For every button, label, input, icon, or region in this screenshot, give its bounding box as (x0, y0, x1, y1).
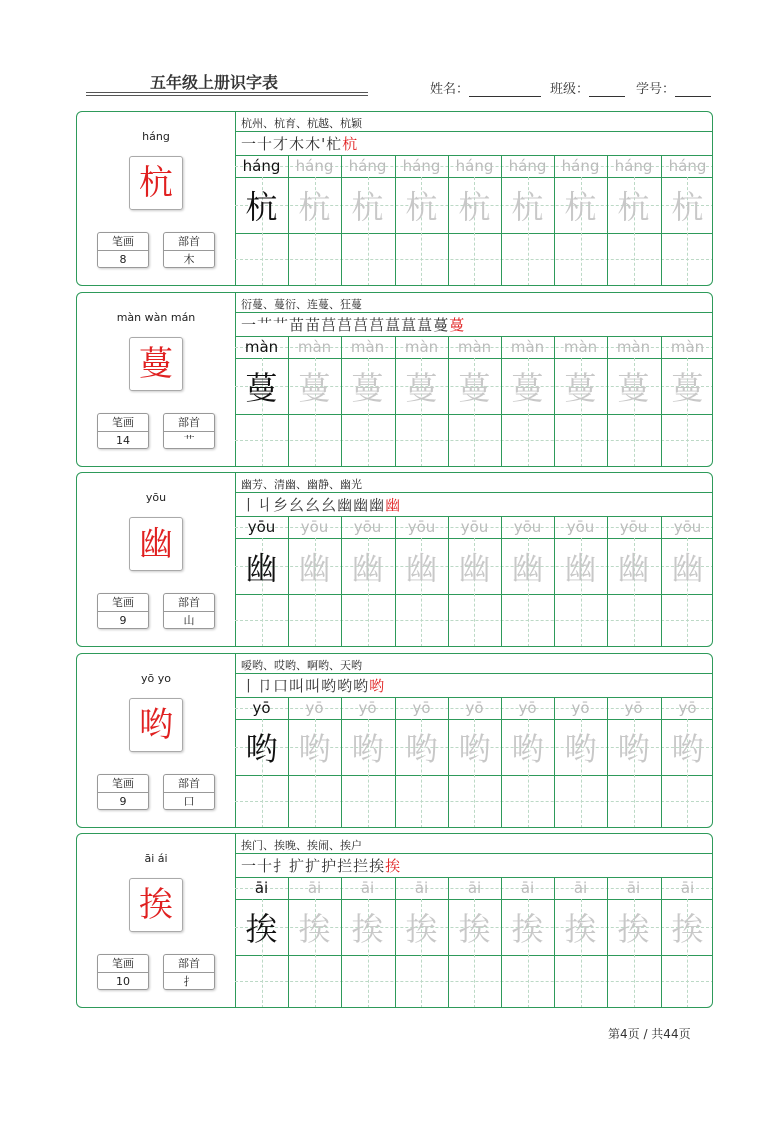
stroke-step: 一 (241, 316, 258, 334)
cell-pinyin: āi (360, 879, 375, 897)
stroke-count-label: 笔画 (98, 955, 148, 973)
cell-char: 杭 (458, 188, 491, 226)
stroke-step: 挨 (369, 857, 386, 875)
cell-pinyin: háng (614, 157, 653, 175)
cell-char: 哟 (351, 730, 384, 768)
stroke-step: 哟 (321, 677, 338, 695)
radical-box (163, 774, 215, 810)
cell-pinyin: háng (242, 157, 281, 175)
example-words: 挨门、挨晚、挨闹、挨户 (241, 839, 362, 852)
cell-char: 杭 (671, 188, 704, 226)
cell-pinyin: màn (616, 338, 651, 356)
cell-pinyin: màn (457, 338, 492, 356)
cell-pinyin: yō (571, 699, 590, 717)
practice-grid (235, 516, 713, 647)
cell-pinyin: āi (414, 879, 429, 897)
stroke-step: 莒 (321, 316, 338, 334)
cell-pinyin: yōu (566, 518, 595, 536)
cell-pinyin: háng (402, 157, 441, 175)
divider (235, 131, 712, 132)
cell-char: 幽 (511, 549, 544, 587)
radical-value: 木 (183, 253, 195, 266)
stroke-count-value: 9 (119, 795, 127, 808)
divider (235, 853, 712, 854)
stroke-step: 才 (273, 135, 290, 153)
cell-pinyin: āi (520, 879, 535, 897)
cell-pinyin: yōu (673, 518, 702, 536)
radical-label: 部首 (164, 594, 214, 612)
stroke-count-value: 9 (119, 614, 127, 627)
radical-label: 部首 (164, 955, 214, 973)
cell-char: 幽 (564, 549, 597, 587)
title-underline (86, 92, 368, 93)
stroke-step: 扌 (273, 857, 290, 875)
radical-value: 口 (183, 795, 195, 808)
stroke-step: 一 (241, 857, 258, 875)
stroke-step: 乡 (273, 496, 290, 514)
radical-box (163, 593, 215, 629)
name-field[interactable] (430, 78, 541, 97)
cell-char: 哟 (458, 730, 491, 768)
cell-pinyin: yō (678, 699, 697, 717)
cell-pinyin: yōu (353, 518, 382, 536)
cell-char: 蔓 (298, 369, 331, 407)
radical-box (163, 413, 215, 449)
cell-char: 幽 (351, 549, 384, 587)
practice-panel (235, 293, 712, 466)
cell-char: 幽 (298, 549, 331, 587)
cell-char: 哟 (245, 730, 278, 768)
cell-char: 挨 (298, 910, 331, 948)
cell-char: 挨 (405, 910, 438, 948)
practice-panel (235, 654, 712, 827)
char-info-panel (77, 654, 236, 827)
stroke-count-label: 笔画 (98, 775, 148, 793)
cell-pinyin: yō (412, 699, 431, 717)
cell-pinyin: āi (573, 879, 588, 897)
example-words: 衍蔓、蔓衍、连蔓、狂蔓 (241, 298, 362, 311)
stroke-count-value: 14 (116, 434, 130, 447)
radical-box (163, 954, 215, 990)
divider (235, 312, 712, 313)
cell-char: 杭 (245, 188, 278, 226)
stroke-step: 挨 (385, 857, 402, 875)
stroke-step: 蔓 (449, 316, 466, 334)
divider (235, 673, 712, 674)
stroke-step: 叫 (289, 677, 306, 695)
cell-char: 幽 (245, 549, 278, 587)
practice-panel (235, 473, 712, 646)
cell-pinyin: āi (254, 879, 269, 897)
char-display: 蔓 (129, 337, 183, 391)
stroke-order (241, 133, 358, 154)
stroke-step: 护 (321, 857, 338, 875)
stroke-step: 哟 (353, 677, 370, 695)
stroke-count-label: 笔画 (98, 414, 148, 432)
stroke-step: 木 (289, 135, 306, 153)
cell-char: 蔓 (351, 369, 384, 407)
stroke-step: 幽 (385, 496, 402, 514)
cell-char: 蔓 (511, 369, 544, 407)
stroke-step: 幺幺 (305, 496, 338, 514)
stroke-step: 丨 (241, 677, 258, 695)
cell-char: 杭 (617, 188, 650, 226)
stroke-count-label: 笔画 (98, 594, 148, 612)
stroke-step: 莒 (369, 316, 386, 334)
stroke-step: 哟 (337, 677, 354, 695)
stroke-step: 莒 (337, 316, 354, 334)
char-card (76, 833, 713, 1008)
stroke-step: 口 (273, 677, 290, 695)
cell-pinyin: háng (295, 157, 334, 175)
cell-pinyin: yō (358, 699, 377, 717)
cell-char: 哟 (671, 730, 704, 768)
cell-char: 杭 (564, 188, 597, 226)
cell-char: 杭 (298, 188, 331, 226)
cell-char: 挨 (564, 910, 597, 948)
cell-char: 蔓 (671, 369, 704, 407)
stroke-order (241, 494, 401, 515)
student-id-label: 学号： (636, 82, 676, 97)
stroke-count-label: 笔画 (98, 233, 148, 251)
cell-char: 挨 (671, 910, 704, 948)
cell-char: 幽 (405, 549, 438, 587)
example-words: 嗳哟、哎哟、啊哟、天哟 (241, 659, 362, 672)
cell-char: 蔓 (245, 369, 278, 407)
stroke-step: 艹 (273, 316, 290, 334)
cell-char: 挨 (511, 910, 544, 948)
page-number: 第4页 / 共44页 (608, 1027, 691, 1041)
cell-char: 杭 (405, 188, 438, 226)
cell-pinyin: āi (467, 879, 482, 897)
cell-char: 挨 (617, 910, 650, 948)
divider (235, 492, 712, 493)
stroke-order (241, 855, 401, 876)
stroke-step: 蒀 (417, 316, 434, 334)
char-pinyin: yō yo (141, 672, 171, 685)
example-words: 杭州、杭育、杭越、杭颖 (241, 117, 362, 130)
cell-pinyin: yōu (300, 518, 329, 536)
stroke-step: 蒀 (401, 316, 418, 334)
radical-value: 山 (183, 614, 195, 627)
cell-char: 蔓 (564, 369, 597, 407)
cell-pinyin: háng (508, 157, 547, 175)
stroke-step: 幽 (369, 496, 386, 514)
cell-pinyin: yōu (513, 518, 542, 536)
practice-grid (235, 155, 713, 286)
cell-char: 蔓 (617, 369, 650, 407)
stroke-step: 丩 (257, 496, 274, 514)
cell-pinyin: háng (561, 157, 600, 175)
student-id-field[interactable] (636, 78, 711, 97)
char-pinyin: màn wàn mán (116, 311, 196, 324)
radical-value: 扌 (183, 975, 195, 988)
char-card (76, 292, 713, 467)
char-info-panel (77, 834, 236, 1007)
radical-label: 部首 (164, 233, 214, 251)
practice-grid (235, 697, 713, 828)
cell-pinyin: háng (348, 157, 387, 175)
stroke-step: 幺 (289, 496, 306, 514)
cell-char: 哟 (564, 730, 597, 768)
cell-pinyin: yōu (407, 518, 436, 536)
stroke-step: 艹 (257, 316, 274, 334)
cell-pinyin: āi (680, 879, 695, 897)
cell-char: 挨 (458, 910, 491, 948)
cell-char: 幽 (458, 549, 491, 587)
cell-char: 幽 (671, 549, 704, 587)
stroke-count-box (97, 413, 149, 449)
char-display: 挨 (129, 878, 183, 932)
stroke-count-value: 10 (116, 975, 130, 988)
cell-pinyin: yōu (247, 518, 276, 536)
char-display: 幽 (129, 517, 183, 571)
cell-char: 挨 (245, 910, 278, 948)
stroke-count-box (97, 232, 149, 268)
cell-pinyin: màn (510, 338, 545, 356)
cell-pinyin: yō (252, 699, 271, 717)
page-title: 五年级上册识字表 (150, 73, 279, 92)
cell-pinyin: màn (563, 338, 598, 356)
char-info-panel (77, 112, 236, 285)
cell-pinyin: yōu (619, 518, 648, 536)
char-pinyin: yōu (145, 491, 167, 504)
practice-panel (235, 112, 712, 285)
cell-char: 哟 (405, 730, 438, 768)
stroke-step: 拦 (337, 857, 354, 875)
cell-pinyin: màn (350, 338, 385, 356)
cell-char: 哟 (298, 730, 331, 768)
cell-char: 杭 (351, 188, 384, 226)
cell-pinyin: màn (670, 338, 705, 356)
stroke-count-box (97, 774, 149, 810)
class-label: 班级： (550, 82, 590, 97)
cell-char: 幽 (617, 549, 650, 587)
stroke-step: 叫 (305, 677, 322, 695)
radical-value: 艹 (183, 434, 195, 447)
cell-pinyin: yōu (460, 518, 489, 536)
cell-pinyin: màn (297, 338, 332, 356)
char-info-panel (77, 473, 236, 646)
example-words: 幽芳、清幽、幽静、幽光 (241, 478, 362, 491)
char-info-panel (77, 293, 236, 466)
stroke-order (241, 314, 465, 335)
name-label: 姓名： (430, 82, 470, 97)
char-card (76, 111, 713, 286)
practice-panel (235, 834, 712, 1007)
stroke-step: 苗 (305, 316, 322, 334)
char-pinyin: háng (142, 130, 170, 143)
title-underline-2 (86, 95, 368, 96)
stroke-step: 哟 (369, 677, 386, 695)
stroke-step: 扩 (305, 857, 322, 875)
radical-box (163, 232, 215, 268)
cell-pinyin: āi (307, 879, 322, 897)
stroke-step: 拦 (353, 857, 370, 875)
stroke-step: 杭 (342, 135, 359, 153)
stroke-step: 莒 (353, 316, 370, 334)
stroke-order (241, 675, 385, 696)
stroke-count-value: 8 (119, 253, 127, 266)
stroke-step: 蒀 (385, 316, 402, 334)
cell-char: 杭 (511, 188, 544, 226)
cell-pinyin: háng (668, 157, 707, 175)
cell-char: 哟 (511, 730, 544, 768)
cell-pinyin: āi (626, 879, 641, 897)
cell-char: 蔓 (458, 369, 491, 407)
cell-pinyin: yō (305, 699, 324, 717)
char-card (76, 653, 713, 828)
cell-pinyin: yō (465, 699, 484, 717)
stroke-count-box (97, 593, 149, 629)
cell-pinyin: màn (404, 338, 439, 356)
char-display: 杭 (129, 156, 183, 210)
stroke-count-box (97, 954, 149, 990)
stroke-step: 卩 (257, 677, 274, 695)
stroke-step: 蔓 (433, 316, 450, 334)
radical-label: 部首 (164, 414, 214, 432)
radical-label: 部首 (164, 775, 214, 793)
cell-pinyin: yō (518, 699, 537, 717)
stroke-step: 幽 (353, 496, 370, 514)
stroke-step: 扩 (289, 857, 306, 875)
char-pinyin: āi ái (144, 852, 168, 865)
class-field[interactable] (550, 78, 625, 97)
practice-grid (235, 336, 713, 467)
stroke-step: 十 (257, 135, 274, 153)
practice-grid (235, 877, 713, 1008)
cell-char: 哟 (617, 730, 650, 768)
stroke-step: 一 (241, 135, 258, 153)
stroke-step: 丨 (241, 496, 258, 514)
cell-pinyin: háng (455, 157, 494, 175)
char-display: 哟 (129, 698, 183, 752)
cell-pinyin: yō (624, 699, 643, 717)
cell-char: 蔓 (405, 369, 438, 407)
stroke-step: 杧 (326, 135, 343, 153)
stroke-step: 木' (305, 135, 327, 153)
cell-pinyin: màn (244, 338, 279, 356)
char-card (76, 472, 713, 647)
cell-char: 挨 (351, 910, 384, 948)
stroke-step: 幽 (337, 496, 354, 514)
stroke-step: 十 (257, 857, 274, 875)
stroke-step: 苗 (289, 316, 306, 334)
